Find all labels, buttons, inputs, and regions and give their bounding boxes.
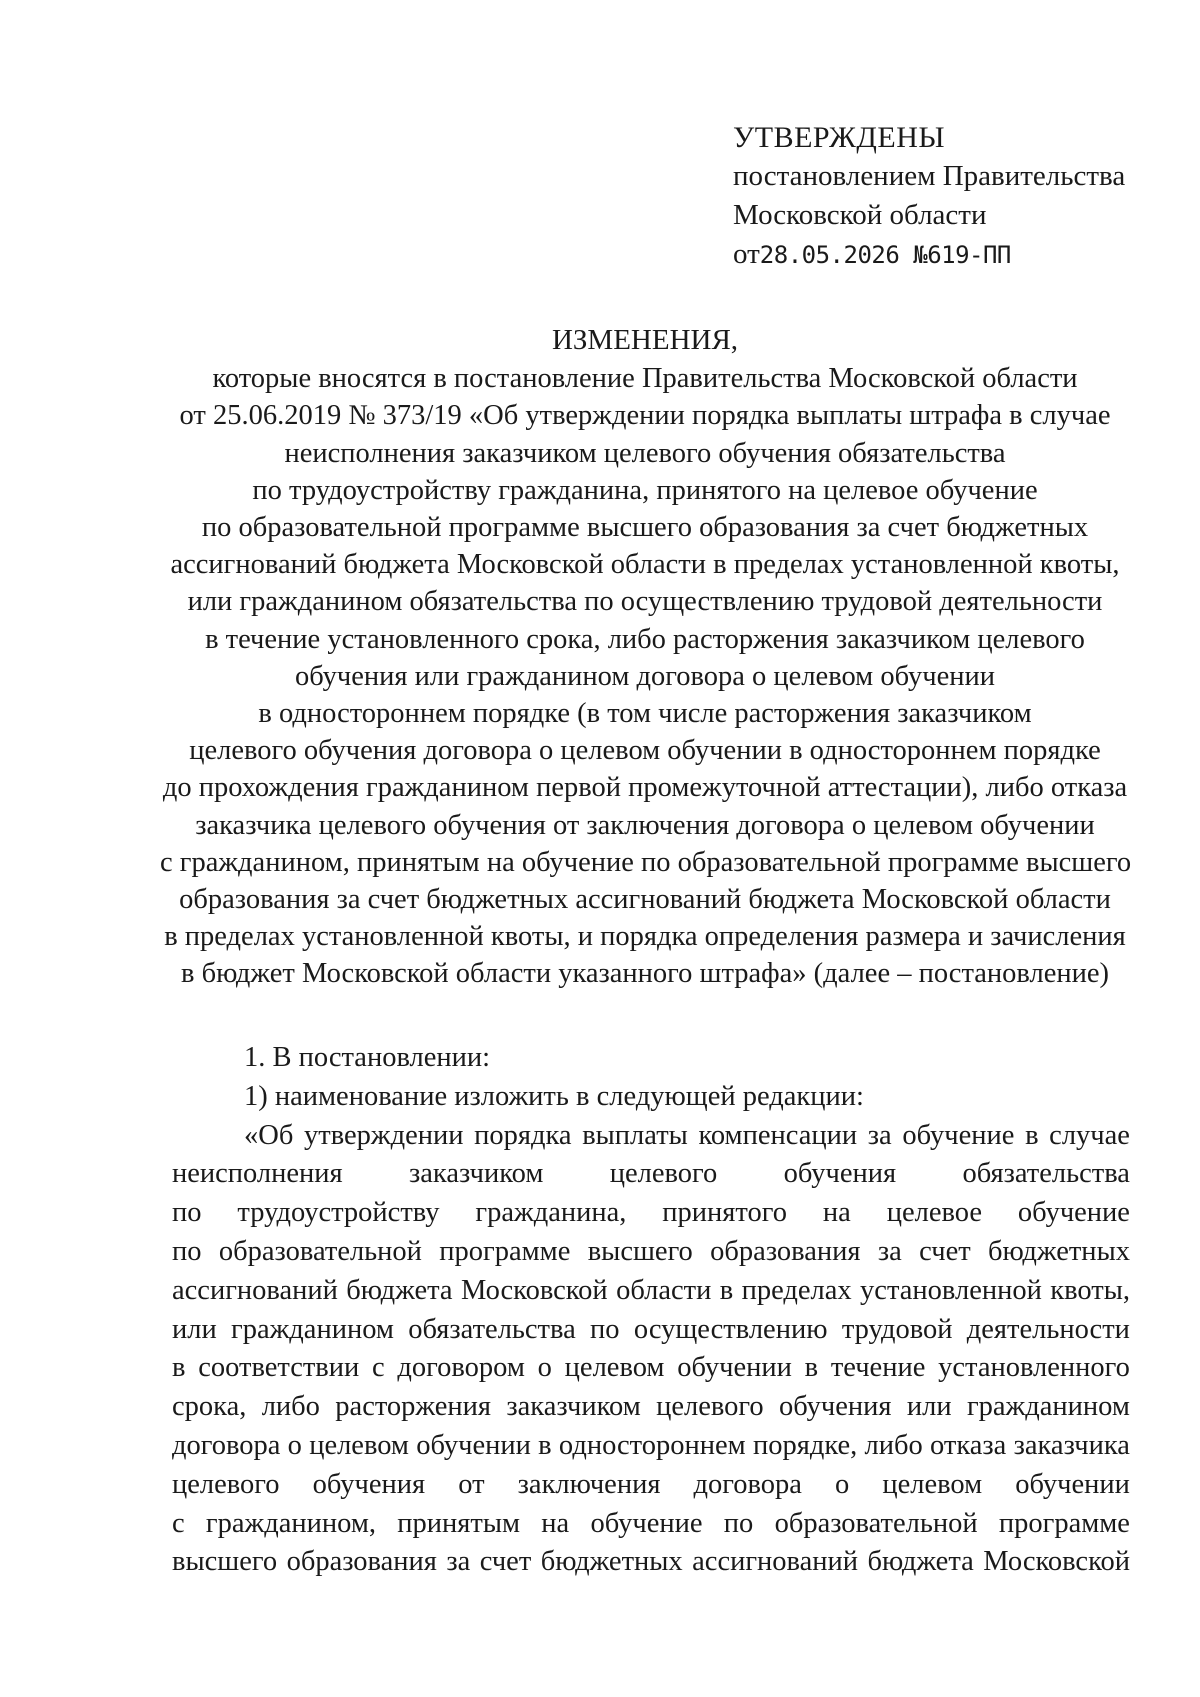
word: обучения [312, 1468, 426, 1500]
word: обязательства [962, 1158, 1130, 1190]
word: либо [261, 1391, 320, 1423]
word: образовательной [218, 1235, 422, 1267]
word: от [458, 1468, 485, 1500]
word: в [1025, 1119, 1039, 1151]
word: одностороннем [558, 1429, 746, 1461]
heading-line: целевого обучения договора о целевом обучении в одностороннем порядке [189, 735, 1101, 767]
word: обучения [783, 1158, 897, 1190]
heading-line: или гражданином обязательства по осуществлению трудовой деятельности [187, 586, 1103, 618]
approval-date-prefix: от [733, 238, 760, 270]
quoted-line [172, 1505, 1130, 1544]
word: высшего [587, 1235, 693, 1267]
word: бюджета [867, 1546, 974, 1578]
word: обучение [1017, 1197, 1130, 1229]
heading-line: ассигнований бюджета Московской области в пределах установленной квоты, [170, 549, 1120, 581]
word: «Об [244, 1119, 294, 1151]
word: целевого [609, 1158, 718, 1190]
word: принятого [662, 1197, 787, 1229]
word: или [172, 1313, 217, 1345]
heading-line: образования за счет бюджетных ассигнований бюджета Московской области [179, 884, 1111, 916]
word: расторжения [335, 1391, 492, 1423]
heading-line: в одностороннем порядке (в том числе расторжения заказчиком [258, 698, 1032, 730]
word: принятым [397, 1507, 521, 1539]
word: течение [830, 1352, 926, 1384]
word: за [877, 1235, 902, 1267]
quoted-line [172, 1155, 1130, 1194]
word: целевого [656, 1391, 764, 1423]
word: соответствии [198, 1352, 360, 1384]
word: ассигнований [172, 1274, 338, 1306]
word: заказчика [1013, 1429, 1130, 1461]
word: в [538, 1429, 552, 1461]
word: с [172, 1507, 185, 1539]
word: счет [919, 1235, 971, 1267]
document-heading [160, 322, 1130, 993]
word: заключения [517, 1468, 661, 1500]
word: договора [693, 1468, 802, 1500]
word: о [835, 1468, 850, 1500]
word: срока, [172, 1391, 247, 1423]
word: в [172, 1352, 186, 1384]
word: установленной [860, 1274, 1042, 1306]
word: выплаты [582, 1119, 688, 1151]
word: о [287, 1429, 302, 1461]
word: счет [479, 1546, 532, 1578]
word: обучение [902, 1119, 1015, 1151]
word: утверждении [303, 1119, 464, 1151]
heading-line: по образовательной программе высшего образования за счет бюджетных [201, 512, 1089, 544]
heading-line: заказчика целевого обучения от заключения договора о целевом обучении [195, 809, 1095, 841]
word: порядка [474, 1119, 572, 1151]
quoted-line [172, 1117, 1130, 1156]
word: обучении [1015, 1468, 1130, 1500]
heading-line: до прохождения гражданином первой промежуточной аттестации), либо отказа [162, 772, 1128, 804]
word: трудовой [841, 1313, 953, 1345]
word: высшего [172, 1546, 278, 1578]
word: о [537, 1352, 552, 1384]
word: программе [998, 1507, 1130, 1539]
quoted-line [172, 1233, 1130, 1272]
word: заказчиком [506, 1391, 641, 1423]
heading-line: в течение установленного срока, либо расторжения заказчиком целевого [205, 623, 1085, 655]
word: целевое [886, 1197, 982, 1229]
approval-date-line [733, 235, 1125, 275]
word: целевом [309, 1429, 409, 1461]
heading-line: обучения или гражданином договора о целевом обучении [295, 660, 995, 692]
word: бюджетных [988, 1235, 1130, 1267]
quoted-line [172, 1543, 1130, 1582]
word: установленного [938, 1352, 1130, 1384]
word: за [446, 1546, 471, 1578]
word: бюджетных [540, 1546, 683, 1578]
word: ассигнований [692, 1546, 859, 1578]
word: области [616, 1274, 712, 1306]
word: деятельности [966, 1313, 1130, 1345]
quoted-title-block [172, 1117, 1130, 1583]
approval-line-1: постановлением Правительства [733, 160, 1126, 192]
word: или [906, 1391, 952, 1423]
approval-date-stamp: 28.05.2026 №619-ПП [759, 241, 1011, 269]
quoted-line [172, 1388, 1130, 1427]
word: обязательства [408, 1313, 576, 1345]
word: целевом [882, 1468, 983, 1500]
quoted-line [172, 1427, 1130, 1466]
word: договора [172, 1429, 281, 1461]
word: по [172, 1197, 202, 1229]
word: на [541, 1507, 570, 1539]
word: по [723, 1507, 754, 1539]
word: бюджета [346, 1274, 453, 1306]
approval-title: УТВЕРЖДЕНЫ [733, 121, 946, 154]
word: обучения [779, 1391, 892, 1423]
heading-line: от 25.06.2019 № 373/19 «Об утверждении порядка выплаты штрафа в случае [179, 400, 1111, 432]
word: с [372, 1352, 385, 1384]
approval-line-2: Московской области [733, 199, 987, 231]
word: случае [1049, 1119, 1130, 1151]
item-1: 1. В постановлении: [244, 1042, 491, 1073]
quoted-line [172, 1311, 1130, 1350]
word: в [804, 1352, 819, 1384]
heading-line: в пределах установленной квоты, и порядка определения размера и зачисления [164, 921, 1126, 953]
word: осуществлению [633, 1313, 828, 1345]
item-1-1: 1) наименование изложить в следующей редакции: [244, 1080, 864, 1112]
heading-line: которые вносятся в постановление Правительства Московской области [212, 363, 1078, 395]
word: порядке, [752, 1429, 858, 1461]
word: неисполнения [172, 1158, 343, 1190]
word: образования [710, 1235, 861, 1267]
word: Московской [460, 1274, 608, 1306]
word: договором [397, 1352, 525, 1384]
quoted-line [172, 1466, 1130, 1505]
heading-line: в бюджет Московской области указанного штрафа» (далее – постановление) [180, 958, 1110, 990]
quoted-line [172, 1349, 1130, 1388]
word: целевого [172, 1468, 280, 1500]
word: компенсации [698, 1119, 858, 1151]
word: обучении [677, 1352, 792, 1384]
word: гражданином [966, 1391, 1130, 1423]
quoted-line [172, 1272, 1130, 1311]
word: образовательной [774, 1507, 978, 1539]
heading-line: неисполнения заказчиком целевого обучения обязательства [284, 437, 1006, 469]
word: заказчиком [409, 1158, 544, 1190]
word: образования [286, 1546, 437, 1578]
heading-line: с гражданином, принятым на обучение по образовательной программе высшего [160, 846, 1132, 878]
word: гражданина, [475, 1197, 627, 1229]
word: по [590, 1313, 620, 1345]
word: либо [864, 1429, 923, 1461]
word: за [867, 1119, 892, 1151]
word: обучение [590, 1507, 703, 1539]
word: гражданином, [205, 1507, 376, 1539]
document-body [172, 1039, 1130, 1582]
heading-line: по трудоустройству гражданина, принятого на целевое обучение [252, 474, 1038, 506]
word: по [172, 1235, 202, 1267]
word: обучении [416, 1429, 531, 1461]
heading-title: ИЗМЕНЕНИЯ, [551, 324, 739, 356]
approval-block [733, 118, 1125, 275]
word: гражданином [231, 1313, 394, 1345]
word: трудоустройству [237, 1197, 440, 1229]
word: на [822, 1197, 851, 1229]
word: целевом [564, 1352, 665, 1384]
word: квоты, [1050, 1274, 1130, 1306]
word: отказа [930, 1429, 1007, 1461]
word: пределах [741, 1274, 852, 1306]
word: Московской [983, 1546, 1130, 1578]
quoted-line [172, 1194, 1130, 1233]
word: программе [439, 1235, 571, 1267]
word: в [719, 1274, 734, 1306]
